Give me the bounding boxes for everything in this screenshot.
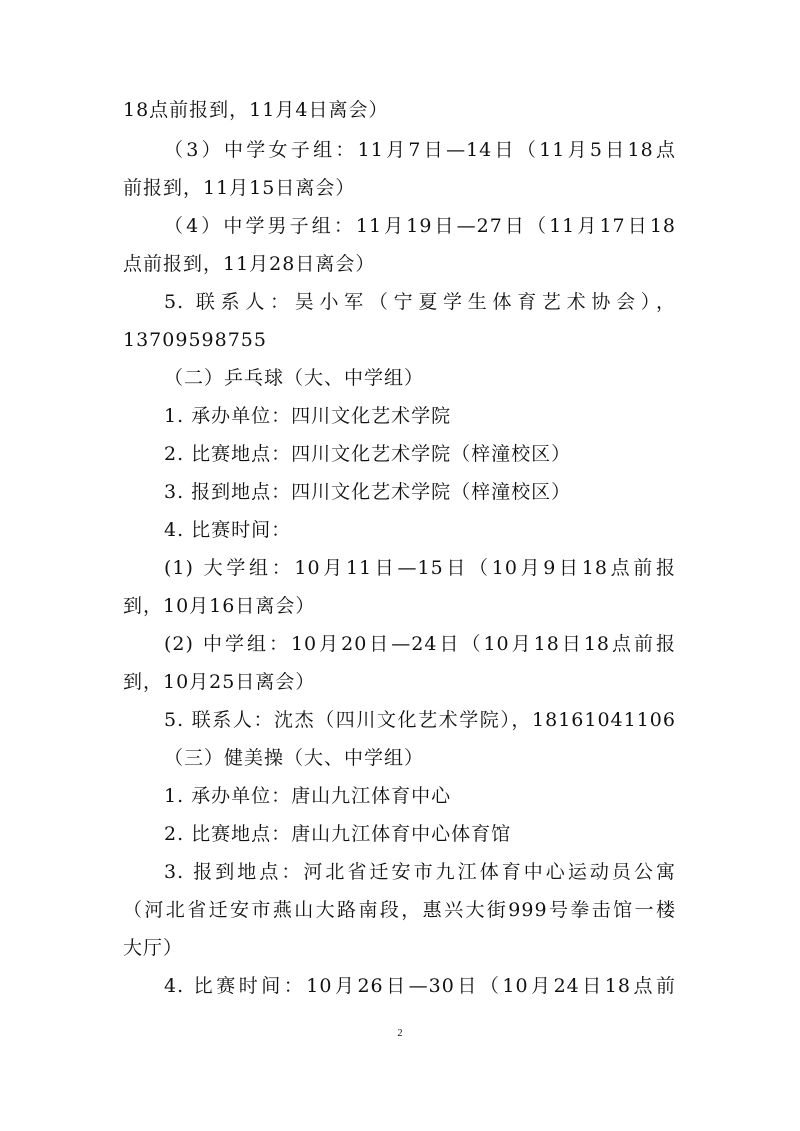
contact-line: 5. 联系人：吴小军（宁夏学生体育艺术协会），: [164, 291, 676, 313]
text-line-3: 前报到，11月15日离会）: [123, 177, 356, 199]
text-line-23: 大厅）: [123, 937, 184, 959]
section-heading-aerobics: （三）健美操（大、中学组）: [164, 747, 425, 769]
text-line-11: 3. 报到地点：四川文化艺术学院（梓潼校区）: [164, 481, 572, 503]
text-line-4: （4）中学男子组：11月19日—27日（11月17日18: [164, 215, 676, 237]
text-line-9: 1. 承办单位：四川文化艺术学院: [164, 405, 452, 427]
text-line-20: 2. 比赛地点：唐山九江体育中心体育馆: [164, 823, 512, 845]
text-line-21: 3. 报到地点：河北省迁安市九江体育中心运动员公寓: [164, 861, 676, 883]
text-line-19: 1. 承办单位：唐山九江体育中心: [164, 785, 452, 807]
contact-line-pingpong: 5. 联系人：沈杰（四川文化艺术学院），18161041106: [164, 709, 676, 731]
text-line-15: (2) 中学组：10月20日—24日（10月18日18点前报: [164, 633, 676, 655]
text-line-22: （河北省迁安市燕山大路南段，惠兴大街999号拳击馆一楼: [123, 899, 676, 921]
text-line-5: 点前报到，11月28日离会）: [123, 253, 376, 275]
text-line-2: （3）中学女子组：11月7日—14日（11月5日18点: [164, 139, 676, 161]
text-line-14: 到，10月16日离会）: [123, 595, 316, 617]
text-line-1: 18点前报到，11月4日离会）: [123, 99, 389, 121]
text-line-12: 4. 比赛时间：: [164, 519, 292, 541]
text-line-13: (1) 大学组：10月11日—15日（10月9日18点前报: [164, 557, 676, 579]
text-line-24: 4. 比赛时间：10月26日—30日（10月24日18点前: [164, 975, 676, 997]
text-line-10: 2. 比赛地点：四川文化艺术学院（梓潼校区）: [164, 443, 572, 465]
page-number: 2: [397, 1028, 403, 1039]
contact-phone: 13709598755: [123, 329, 267, 351]
text-line-16: 到，10月25日离会）: [123, 671, 316, 693]
section-heading-pingpong: （二）乒乓球（大、中学组）: [164, 367, 425, 389]
